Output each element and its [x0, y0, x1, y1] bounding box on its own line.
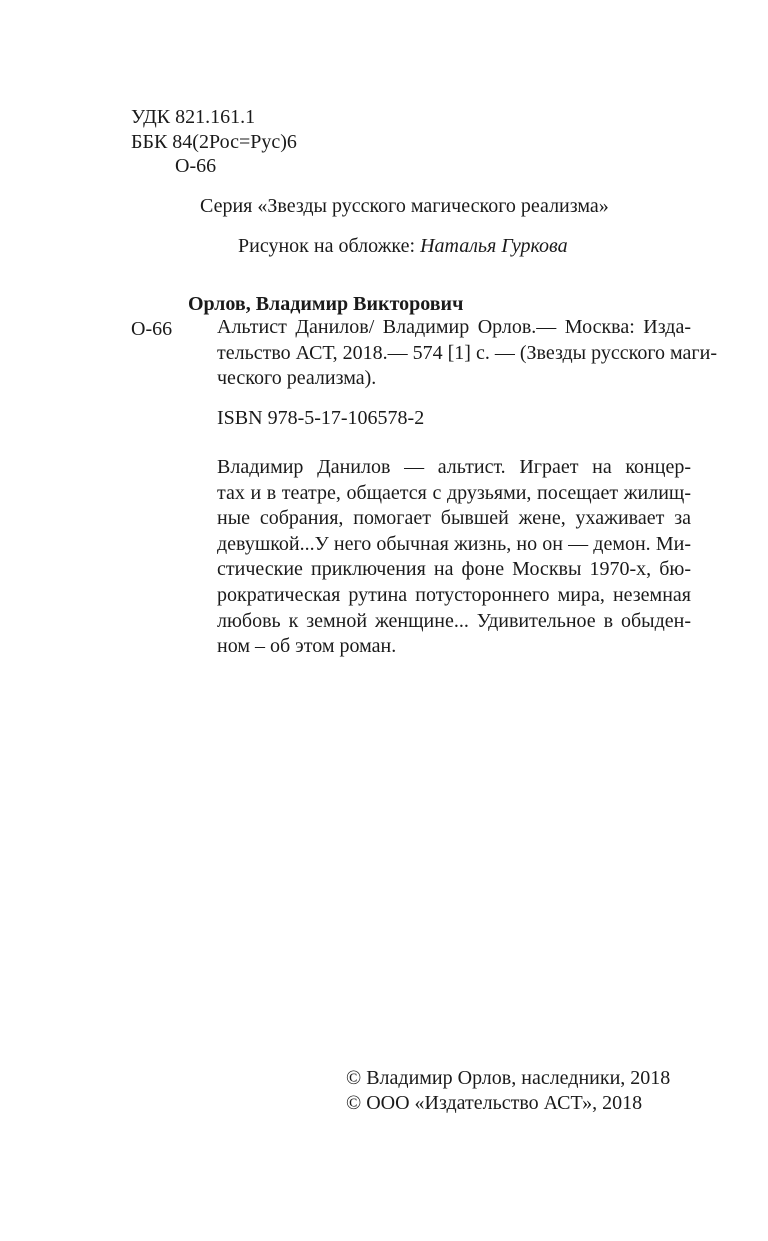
annotation-line: тах и в театре, общается с друзьями, посещает жилищ-	[217, 481, 691, 504]
author-mark-top: О-66	[175, 155, 217, 177]
description-line: тельство АСТ, 2018.— 574 [1] с. — (Звезды русского маги-	[217, 341, 717, 364]
copyright-publisher: © ООО «Издательство АСТ», 2018	[346, 1092, 643, 1114]
annotation-line: стические приключения на фоне Москвы 1970-х, бю-	[217, 558, 691, 581]
annotation-line: рократическая рутина потустороннего мира, неземная	[217, 583, 691, 606]
cover-artist: Наталья Гуркова	[420, 235, 568, 257]
author-mark-entry: О-66	[131, 318, 173, 340]
cover-art-line	[238, 234, 568, 258]
annotation	[217, 455, 691, 660]
isbn: ISBN 978-5-17-106578-2	[217, 407, 425, 429]
series-line: Серия «Звезды русского магического реализма»	[200, 195, 609, 217]
annotation-line: Владимир Данилов — альтист. Играет на концер-	[217, 456, 691, 478]
cover-art-label: Рисунок на обложке:	[238, 235, 421, 257]
bibliographic-description	[217, 315, 717, 392]
annotation-line: ном – об этом роман.	[217, 635, 397, 658]
copyright-author: © Владимир Орлов, наследники, 2018	[346, 1067, 671, 1089]
annotation-line: любовь к земной женщине... Удивительное в обыден-	[217, 609, 691, 632]
author-heading: Орлов, Владимир Викторович	[188, 293, 464, 315]
annotation-line: девушкой...У него обычная жизнь, но он — демон. Ми-	[217, 532, 691, 555]
description-line: Альтист Данилов/ Владимир Орлов.— Москва: Изда-	[217, 316, 691, 338]
bbk-code: ББК 84(2Рос=Рус)6	[131, 131, 297, 153]
udk-code: УДК 821.161.1	[131, 106, 256, 128]
annotation-line: ные собрания, помогает бывшей жене, ухаживает за	[217, 507, 691, 530]
description-line: ческого реализма).	[217, 367, 377, 390]
